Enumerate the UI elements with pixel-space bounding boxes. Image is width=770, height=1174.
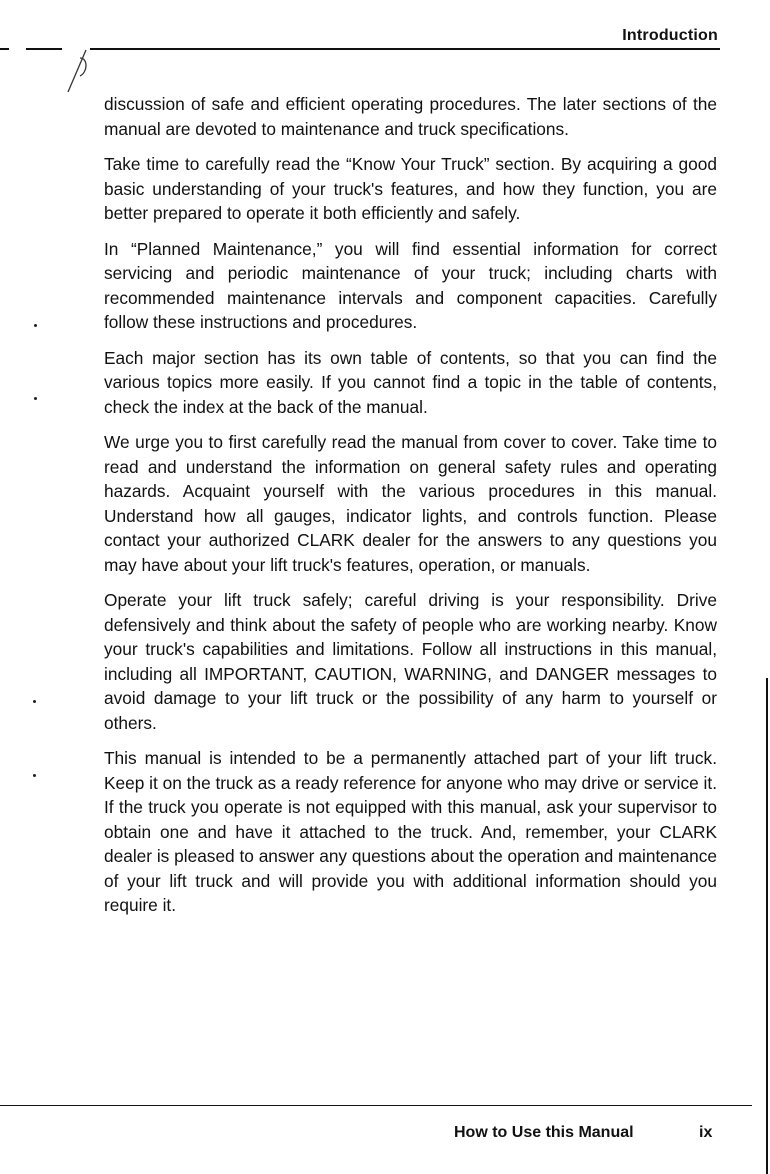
page-section-title: Introduction bbox=[622, 27, 718, 44]
body-text bbox=[104, 92, 717, 929]
paragraph: Operate your lift truck safely; careful driving is your responsibility. Drive defensively and think about the safety of people who are working nearby. Know your truck's capabilities and limitations. Follow all instructions in this manual, including all IMPORTANT, CAUTION, WARNING, and DANGER messages to avoid damage to your lift truck or the possibility of any harm to yourself or others. bbox=[104, 590, 717, 733]
header-dash-mark bbox=[0, 47, 62, 51]
paragraph: Each major section has its own table of contents, so that you can find the various topics more easily. If you cannot find a topic in the table of contents, check the index at the back of the manual. bbox=[104, 347, 717, 417]
page-edge-bar bbox=[766, 678, 768, 1174]
page-number: ix bbox=[699, 1124, 713, 1141]
margin-speck bbox=[34, 324, 37, 327]
paragraph: This manual is intended to be a permanently attached part of your lift truck. Keep it on the truck as a ready reference for anyone who may drive or service it. If the truck you operate is not equipped with this manual, ask your supervisor to obtain one and have it attached to the truck. And, remember, your CLARK dealer is pleased to answer any questions about the operation and maintenance of your lift truck and will provide you with additional information should you require it. bbox=[104, 748, 717, 915]
paragraph: In “Planned Maintenance,” you will find essential information for correct servicing and periodic maintenance of your truck; including charts with recommended maintenance intervals and component capacities. Carefully follow these instructions and procedures. bbox=[104, 238, 717, 332]
footer-rule bbox=[0, 1105, 752, 1106]
header-rule bbox=[90, 48, 720, 50]
paragraph: We urge you to first carefully read the manual from cover to cover. Take time to read and understand the information on general safety rules and operating hazards. Acquaint yourself with the various procedures in this manual. Understand how all gauges, indicator lights, and controls function. Please contact your authorized CLARK dealer for the answers to any questions you may have about your lift truck's features, operation, or manuals. bbox=[104, 432, 717, 575]
paragraph: discussion of safe and efficient operating procedures. The later sections of the manual are devoted to maintenance and truck specifications. bbox=[104, 94, 717, 139]
paragraph: Take time to carefully read the “Know Your Truck” section. By acquiring a good basic understanding of your truck's features, and how they function, you are better prepared to operate it both efficiently and safely. bbox=[104, 154, 717, 223]
footer-section-title: How to Use this Manual bbox=[454, 1124, 634, 1141]
margin-speck bbox=[33, 774, 36, 777]
margin-speck bbox=[34, 397, 37, 400]
margin-speck bbox=[33, 700, 36, 703]
